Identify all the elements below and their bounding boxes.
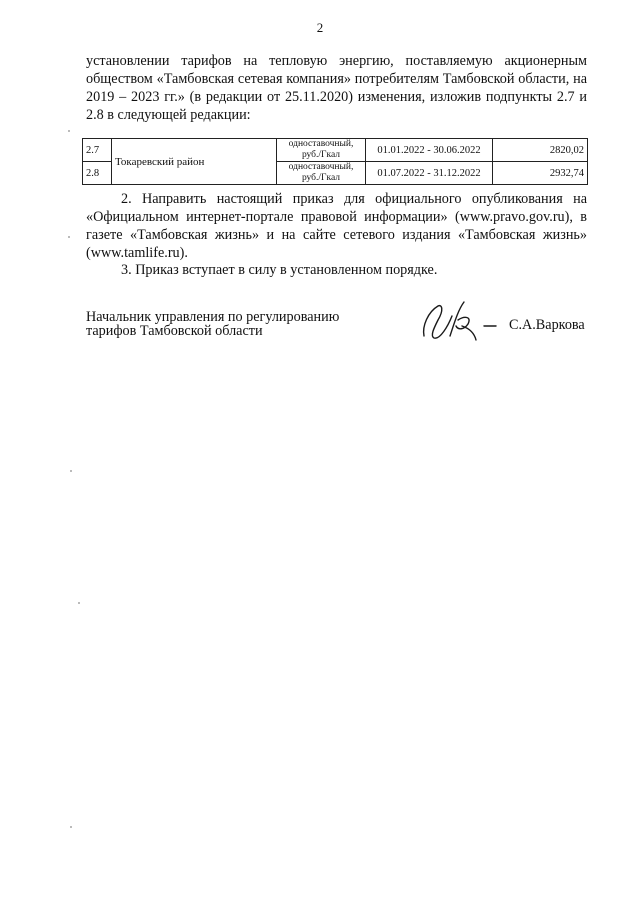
scan-speck bbox=[78, 602, 80, 604]
signer-title bbox=[86, 310, 339, 338]
tariff-table bbox=[82, 138, 588, 185]
signer-title-line: Начальник управления по регулированию bbox=[86, 309, 340, 325]
paragraph-effect: 3. Приказ вступает в силу в установленном порядке. bbox=[121, 262, 438, 278]
signature-image bbox=[418, 296, 500, 346]
row-number: 2.8 bbox=[83, 162, 112, 185]
signer-title-line: тарифов Тамбовской области bbox=[86, 323, 263, 339]
scan-speck bbox=[68, 236, 70, 238]
district-cell: Токаревский район bbox=[112, 139, 277, 185]
tariff-period: 01.01.2022 - 30.06.2022 bbox=[366, 139, 493, 162]
scan-speck bbox=[68, 130, 70, 132]
table-row bbox=[83, 139, 588, 162]
tariff-kind: одноставочный, руб./Гкал bbox=[277, 139, 366, 162]
scan-speck bbox=[70, 826, 72, 828]
signer-name: С.А.Варкова bbox=[509, 317, 585, 333]
tariff-period: 01.07.2022 - 31.12.2022 bbox=[366, 162, 493, 185]
page-number: 2 bbox=[316, 20, 324, 35]
tariff-value: 2820,02 bbox=[493, 139, 588, 162]
scan-speck bbox=[70, 470, 72, 472]
paragraph-publication: 2. Направить настоящий приказ для официального опубликования на «Официальном интернет-портале правовой информации» (www.pravo.gov.ru), в газете «Тамбовская жизнь» и на сайте сетевого издания «Тамбовская жизнь» (www.tamlife.ru). bbox=[86, 191, 587, 261]
tariff-kind: одноставочный, руб./Гкал bbox=[277, 162, 366, 185]
row-number: 2.7 bbox=[83, 139, 112, 162]
intro-paragraph: установлении тарифов на тепловую энергию, поставляемую акционерным обществом «Тамбовская сетевая компания» потребителям Тамбовской области, на 2019 – 2023 гг.» (в редакции от 25.11.2020) изменения, изложив подпункты 2.7 и 2.8 в следующей редакции: bbox=[86, 53, 587, 123]
tariff-value: 2932,74 bbox=[493, 162, 588, 185]
